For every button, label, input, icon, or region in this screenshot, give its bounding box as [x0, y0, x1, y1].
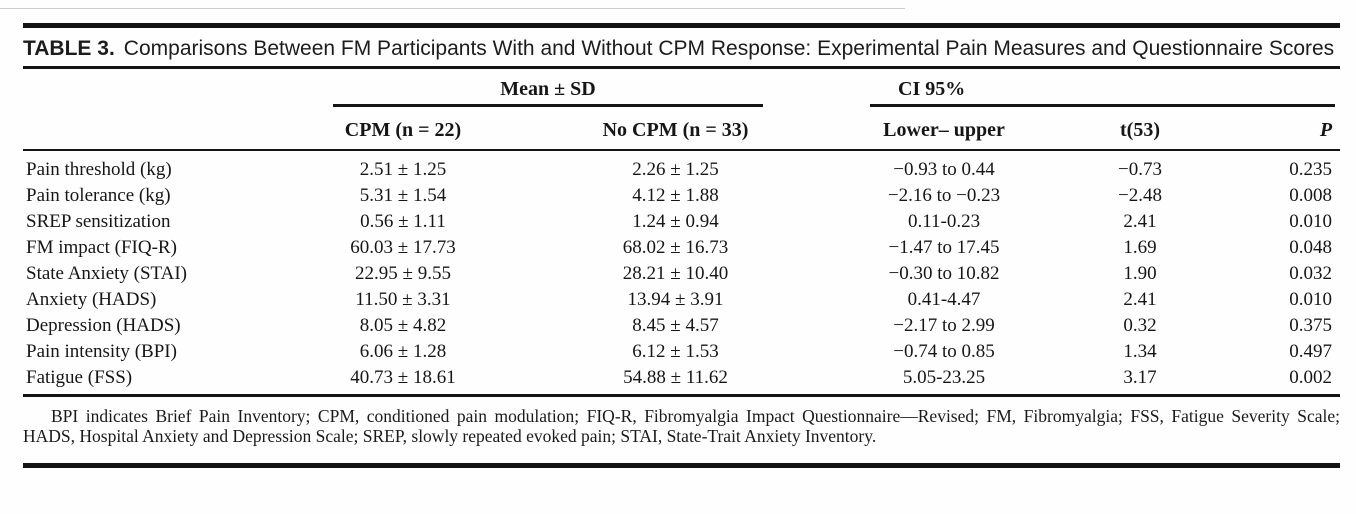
cpm-value-cell: 0.56 ± 1.11: [360, 211, 446, 232]
bottom-rule: [23, 463, 1340, 468]
cpm-value-cell: 8.05 ± 4.82: [359, 315, 447, 336]
t-value-cell: 3.17: [1123, 367, 1157, 388]
table-row-depression-hads: [23, 313, 1340, 339]
top-rule: [23, 23, 1340, 28]
spanner-row: [23, 69, 1340, 107]
p-value-cell: 0.002: [1289, 367, 1333, 388]
ci-value-cell: 0.41-4.47: [907, 289, 981, 310]
column-header-measure: [23, 107, 303, 150]
table-row-anxiety-hads: [23, 287, 1340, 313]
cpm-value-cell: 22.95 ± 9.55: [355, 263, 451, 284]
p-value-cell: 0.010: [1289, 211, 1333, 232]
p-value-cell: 0.032: [1289, 263, 1333, 284]
no-cpm-value-cell: 13.94 ± 3.91: [627, 289, 724, 310]
measure-cell: Pain tolerance (kg): [26, 185, 171, 206]
table-content: [23, 0, 1340, 468]
measure-cell: Pain intensity (BPI): [26, 341, 177, 362]
t-value-cell: 2.41: [1123, 289, 1157, 310]
ci-value-cell: −0.74 to 0.85: [893, 341, 995, 362]
column-header-p: P: [1240, 107, 1340, 150]
measure-cell: State Anxiety (STAI): [26, 263, 188, 284]
table-title: [23, 36, 1340, 61]
no-cpm-value-cell: 28.21 ± 10.40: [622, 263, 729, 284]
table-row-state-anxiety: [23, 261, 1340, 287]
cpm-value-cell: 6.06 ± 1.28: [359, 341, 447, 362]
table-row-pain-tolerance: [23, 183, 1340, 209]
measure-cell: Depression (HADS): [26, 315, 181, 336]
mean-sd-spanner: Mean ± SD: [333, 78, 763, 107]
column-header-row: [23, 107, 1340, 150]
ci-value-cell: −0.30 to 10.82: [888, 263, 1000, 284]
ci-95-spanner: CI 95%: [870, 78, 1335, 107]
mean-sd-spanner-cell: [303, 69, 848, 107]
column-header-no-cpm: No CPM (n = 33): [503, 107, 848, 150]
cpm-value-cell: 60.03 ± 17.73: [350, 237, 456, 258]
comparison-table: [23, 69, 1340, 391]
p-value-cell: 0.048: [1289, 237, 1333, 258]
t-value-cell: 1.69: [1123, 237, 1157, 258]
table-number-label: TABLE 3.: [23, 37, 115, 60]
measure-cell: FM impact (FIQ-R): [26, 237, 177, 258]
no-cpm-value-cell: 8.45 ± 4.57: [632, 315, 719, 336]
p-value-cell: 0.008: [1289, 185, 1333, 206]
ci-value-cell: −2.16 to −0.23: [887, 185, 1001, 206]
ci-spanner-cell: [848, 69, 1340, 107]
p-value-cell: 0.375: [1289, 315, 1333, 336]
t-value-cell: −0.73: [1118, 159, 1162, 180]
table-body: [23, 150, 1340, 391]
t-value-cell: 1.34: [1123, 341, 1157, 362]
no-cpm-value-cell: 1.24 ± 0.94: [632, 211, 719, 232]
measure-cell: Pain threshold (kg): [26, 159, 172, 180]
column-header-ci-range: Lower– upper: [848, 107, 1040, 150]
cpm-value-cell: 5.31 ± 1.54: [359, 185, 447, 206]
table-row-pain-threshold: [23, 150, 1340, 183]
table-row-fatigue-fss: [23, 365, 1340, 391]
table-head: [23, 69, 1340, 150]
t-value-cell: −2.48: [1118, 185, 1162, 206]
footnote-divider-rule: [23, 394, 1340, 397]
p-value-cell: 0.235: [1289, 159, 1333, 180]
no-cpm-value-cell: 6.12 ± 1.53: [632, 341, 719, 362]
cpm-value-cell: 2.51 ± 1.25: [359, 159, 447, 180]
ci-value-cell: 0.11-0.23: [907, 211, 981, 232]
table-title-text: Comparisons Between FM Participants With and Without CPM Response: Experimental Pain Measures and Questionnaire Scores: [123, 37, 1335, 60]
no-cpm-value-cell: 54.88 ± 11.62: [623, 367, 728, 388]
no-cpm-value-cell: 2.26 ± 1.25: [632, 159, 719, 180]
no-cpm-value-cell: 4.12 ± 1.88: [632, 185, 719, 206]
table-row-fm-impact: [23, 235, 1340, 261]
ci-value-cell: −2.17 to 2.99: [893, 315, 995, 336]
ci-value-cell: −0.93 to 0.44: [893, 159, 995, 180]
measure-cell: Fatigue (FSS): [26, 367, 133, 388]
measure-cell: SREP sensitization: [26, 211, 171, 232]
ci-value-cell: −1.47 to 17.45: [888, 237, 1000, 258]
cpm-value-cell: 40.73 ± 18.61: [350, 367, 456, 388]
t-value-cell: 1.90: [1123, 263, 1157, 284]
measure-cell: Anxiety (HADS): [26, 289, 157, 310]
cpm-value-cell: 11.50 ± 3.31: [355, 289, 451, 310]
ci-value-cell: 5.05-23.25: [902, 367, 986, 388]
p-value-cell: 0.497: [1289, 341, 1333, 362]
table-row-srep-sensitization: [23, 209, 1340, 235]
t-value-cell: 2.41: [1123, 211, 1157, 232]
spanner-empty-cell: [23, 69, 303, 107]
column-header-cpm: CPM (n = 22): [303, 107, 503, 150]
p-value-cell: 0.010: [1289, 289, 1333, 310]
table-footnote: BPI indicates Brief Pain Inventory; CPM, conditioned pain modulation; FIQ-R, Fibromyalgia Impact Questionnaire—Revised; FM, Fibromyalgia; FSS, Fatigue Severity Scale; HADS, Hospital Anxiety and Depression Scale; SREP, slowly repeated evoked pain; STAI, State-Trait Anxiety Inventory.: [23, 406, 1340, 446]
no-cpm-value-cell: 68.02 ± 16.73: [622, 237, 729, 258]
column-header-t: t(53): [1040, 107, 1240, 150]
t-value-cell: 0.32: [1123, 315, 1157, 336]
table-row-pain-intensity: [23, 339, 1340, 365]
